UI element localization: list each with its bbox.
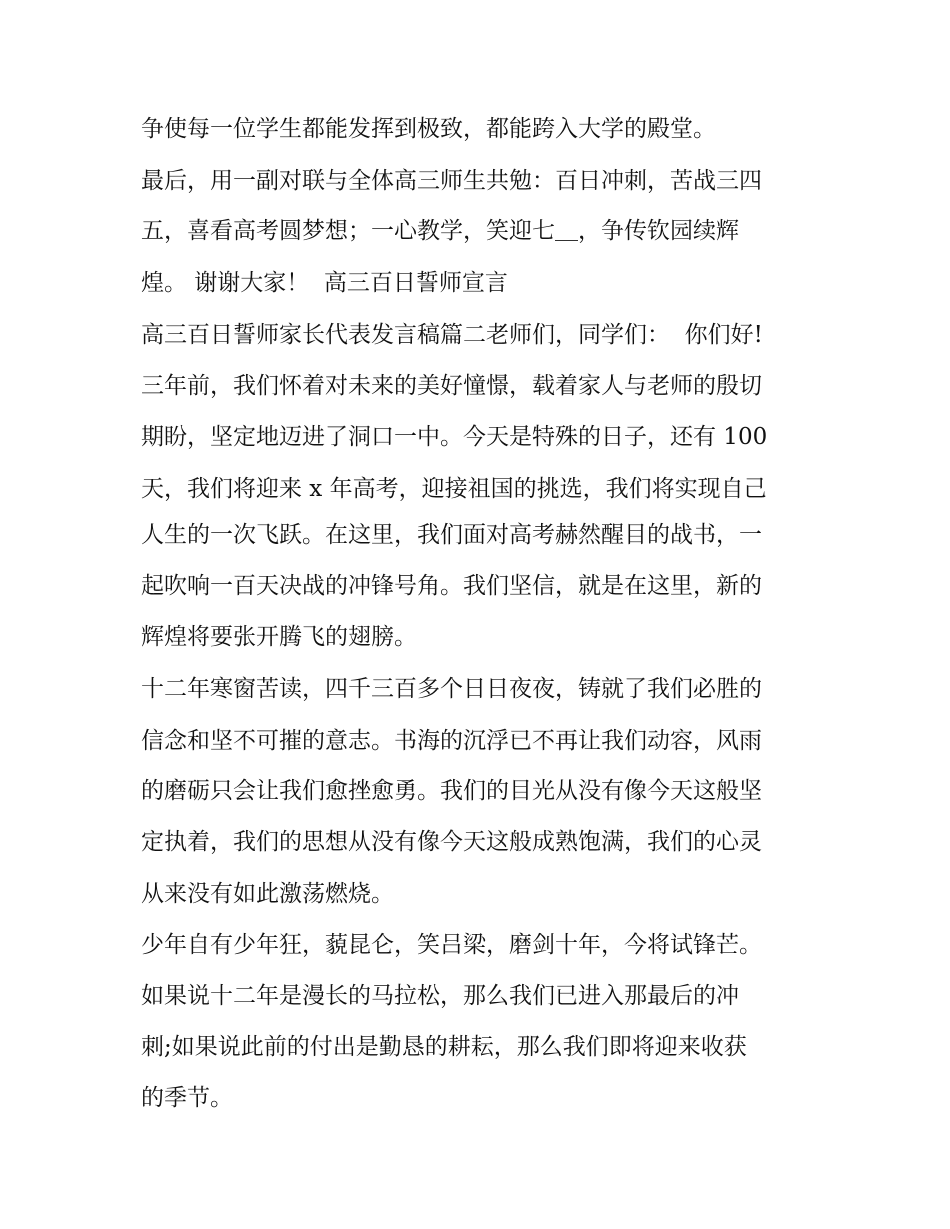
text-line: 人生的一次飞跃。在这里，我们面对高考赫然醒目的战书，一 [141,522,762,548]
text-line: 刺;如果说此前的付出是勤恳的耕耘，那么我们即将迎来收获 [141,1034,747,1060]
text-line: 十二年寒窗苦读，四千三百多个日日夜夜，铸就了我们必胜的 [141,676,762,702]
text-line: 如果说十二年是漫长的马拉松，那么我们已进入那最后的冲 [141,983,739,1009]
text-line: 信念和坚不可摧的意志。书海的沉浮已不再让我们动容，风雨 [141,728,762,754]
text-line: 起吹响一百天决战的冲锋号角。我们坚信，就是在这里，新的 [141,573,762,599]
text-line: 三年前，我们怀着对未来的美好憧憬，载着家人与老师的殷切 [141,373,762,399]
text-line: 最后，用一副对联与全体高三师生共勉：百日冲刺，苦战三四 [141,168,762,194]
text-line: 高三百日誓师家长代表发言稿篇二老师们，同学们： 你们好! [141,322,763,348]
text-line: 争使每一位学生都能发挥到极致，都能跨入大学的殿堂。 [141,116,716,142]
text-line: 从来没有如此激荡燃烧。 [141,881,394,907]
text-line: 的季节。 [141,1085,233,1111]
text-line: 少年自有少年狂，藐昆仑，笑吕梁，磨剑十年，今将试锋芒。 [141,932,762,958]
text-line: 煌。 谢谢大家！ 高三百日誓师宣言 [141,270,508,296]
text-line: 天，我们将迎来 x 年高考，迎接祖国的挑选，我们将实现自己 [141,476,767,502]
text-line: 定执着，我们的思想从没有像今天这般成熟饱满，我们的心灵 [141,829,762,855]
text-line: 期盼，坚定地迈进了洞口一中。今天是特殊的日子，还有 100 [141,424,768,450]
text-line: 辉煌将要张开腾飞的翅膀。 [141,624,417,650]
text-line: 的磨砺只会让我们愈挫愈勇。我们的目光从没有像今天这般坚 [141,778,762,804]
text-line: 五，喜看高考圆梦想；一心教学，笑迎七＿，争传钦园续辉 [141,218,739,244]
